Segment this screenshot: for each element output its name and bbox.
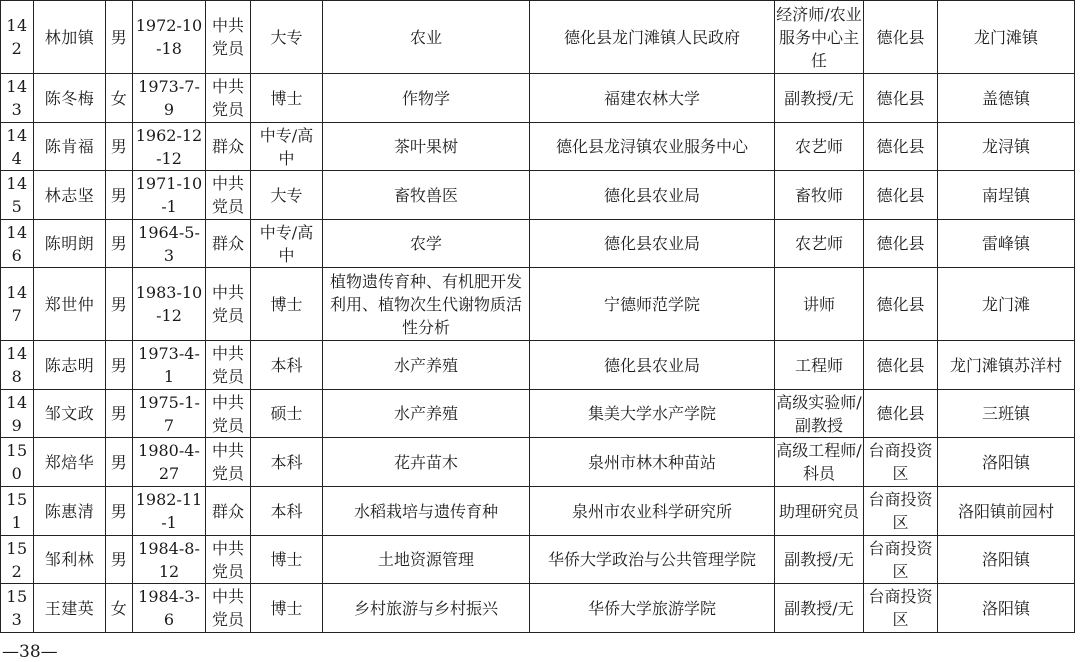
table-row (1, 220, 1075, 268)
political-status-cell: 中共党员 (206, 438, 251, 487)
education-cell: 中专/高中 (251, 220, 323, 268)
service-town-cell: 洛阳镇前园村 (938, 487, 1075, 536)
gender-cell: 男 (106, 123, 133, 171)
specialty-cell: 乡村旅游与乡村振兴 (323, 584, 530, 633)
education-cell: 博士 (251, 268, 323, 341)
birth-date-cell: 1984-3-6 (133, 584, 206, 633)
political-status-cell: 中共党员 (206, 536, 251, 584)
name-cell: 王建英 (34, 584, 106, 633)
table-row (1, 1, 1075, 74)
job-title-cell: 副教授/无 (775, 74, 864, 123)
political-status-cell: 中共党员 (206, 268, 251, 341)
table-row (1, 123, 1075, 171)
row-number-cell: 150 (1, 438, 34, 487)
birth-date-cell: 1982-11-1 (133, 487, 206, 536)
birth-date-cell: 1972-10-18 (133, 1, 206, 74)
employer-cell: 德化县农业局 (530, 220, 775, 268)
county-cell: 德化县 (864, 220, 938, 268)
specialty-cell: 水产养殖 (323, 341, 530, 390)
county-cell: 德化县 (864, 171, 938, 220)
job-title-cell: 讲师 (775, 268, 864, 341)
row-number-cell: 147 (1, 268, 34, 341)
row-number-cell: 143 (1, 74, 34, 123)
name-cell: 陈肯福 (34, 123, 106, 171)
employer-cell: 泉州市农业科学研究所 (530, 487, 775, 536)
employer-cell: 泉州市林木种苗站 (530, 438, 775, 487)
specialty-cell: 花卉苗木 (323, 438, 530, 487)
birth-date-cell: 1983-10-12 (133, 268, 206, 341)
employer-cell: 华侨大学旅游学院 (530, 584, 775, 633)
political-status-cell: 中共党员 (206, 341, 251, 390)
service-town-cell: 三班镇 (938, 390, 1075, 438)
table-row (1, 390, 1075, 438)
employer-cell: 福建农林大学 (530, 74, 775, 123)
education-cell: 大专 (251, 171, 323, 220)
roster-body (1, 1, 1075, 633)
gender-cell: 男 (106, 341, 133, 390)
row-number-cell: 153 (1, 584, 34, 633)
table-row (1, 171, 1075, 220)
name-cell: 郑焙华 (34, 438, 106, 487)
name-cell: 陈明朗 (34, 220, 106, 268)
service-town-cell: 龙浔镇 (938, 123, 1075, 171)
employer-cell: 德化县农业局 (530, 341, 775, 390)
job-title-cell: 副教授/无 (775, 536, 864, 584)
political-status-cell: 中共党员 (206, 1, 251, 74)
gender-cell: 男 (106, 268, 133, 341)
education-cell: 博士 (251, 74, 323, 123)
table-row (1, 584, 1075, 633)
birth-date-cell: 1984-8-12 (133, 536, 206, 584)
political-status-cell: 群众 (206, 220, 251, 268)
gender-cell: 女 (106, 584, 133, 633)
name-cell: 陈冬梅 (34, 74, 106, 123)
gender-cell: 男 (106, 438, 133, 487)
county-cell: 台商投资区 (864, 584, 938, 633)
gender-cell: 女 (106, 74, 133, 123)
gender-cell: 男 (106, 1, 133, 74)
row-number-cell: 149 (1, 390, 34, 438)
specialty-cell: 农学 (323, 220, 530, 268)
specialty-cell: 作物学 (323, 74, 530, 123)
name-cell: 邹利林 (34, 536, 106, 584)
birth-date-cell: 1973-4-1 (133, 341, 206, 390)
employer-cell: 德化县龙门滩镇人民政府 (530, 1, 775, 74)
gender-cell: 男 (106, 536, 133, 584)
name-cell: 陈惠清 (34, 487, 106, 536)
job-title-cell: 高级实验师/副教授 (775, 390, 864, 438)
name-cell: 陈志明 (34, 341, 106, 390)
employer-cell: 华侨大学政治与公共管理学院 (530, 536, 775, 584)
education-cell: 博士 (251, 536, 323, 584)
political-status-cell: 中共党员 (206, 171, 251, 220)
specialty-cell: 畜牧兽医 (323, 171, 530, 220)
service-town-cell: 雷峰镇 (938, 220, 1075, 268)
specialty-cell: 土地资源管理 (323, 536, 530, 584)
birth-date-cell: 1971-10-1 (133, 171, 206, 220)
row-number-cell: 144 (1, 123, 34, 171)
name-cell: 林志坚 (34, 171, 106, 220)
row-number-cell: 152 (1, 536, 34, 584)
political-status-cell: 群众 (206, 123, 251, 171)
birth-date-cell: 1962-12-12 (133, 123, 206, 171)
job-title-cell: 农艺师 (775, 123, 864, 171)
job-title-cell: 经济师/农业服务中心主任 (775, 1, 864, 74)
employer-cell: 集美大学水产学院 (530, 390, 775, 438)
specialty-cell: 水产养殖 (323, 390, 530, 438)
service-town-cell: 龙门滩 (938, 268, 1075, 341)
service-town-cell: 南埕镇 (938, 171, 1075, 220)
education-cell: 中专/高中 (251, 123, 323, 171)
education-cell: 本科 (251, 341, 323, 390)
specialty-cell: 植物遗传育种、有机肥开发利用、植物次生代谢物质活性分析 (323, 268, 530, 341)
job-title-cell: 助理研究员 (775, 487, 864, 536)
education-cell: 博士 (251, 584, 323, 633)
employer-cell: 德化县龙浔镇农业服务中心 (530, 123, 775, 171)
table-row (1, 268, 1075, 341)
county-cell: 台商投资区 (864, 536, 938, 584)
education-cell: 大专 (251, 1, 323, 74)
service-town-cell: 龙门滩镇苏洋村 (938, 341, 1075, 390)
political-status-cell: 群众 (206, 487, 251, 536)
employer-cell: 宁德师范学院 (530, 268, 775, 341)
job-title-cell: 副教授/无 (775, 584, 864, 633)
political-status-cell: 中共党员 (206, 390, 251, 438)
county-cell: 德化县 (864, 1, 938, 74)
birth-date-cell: 1980-4-27 (133, 438, 206, 487)
row-number-cell: 142 (1, 1, 34, 74)
table-row (1, 341, 1075, 390)
table-row (1, 536, 1075, 584)
county-cell: 德化县 (864, 74, 938, 123)
row-number-cell: 151 (1, 487, 34, 536)
education-cell: 本科 (251, 438, 323, 487)
gender-cell: 男 (106, 487, 133, 536)
name-cell: 郑世仲 (34, 268, 106, 341)
gender-cell: 男 (106, 220, 133, 268)
county-cell: 德化县 (864, 268, 938, 341)
job-title-cell: 畜牧师 (775, 171, 864, 220)
county-cell: 台商投资区 (864, 438, 938, 487)
name-cell: 林加镇 (34, 1, 106, 74)
education-cell: 硕士 (251, 390, 323, 438)
county-cell: 德化县 (864, 390, 938, 438)
table-row (1, 74, 1075, 123)
row-number-cell: 145 (1, 171, 34, 220)
table-row (1, 487, 1075, 536)
county-cell: 德化县 (864, 341, 938, 390)
service-town-cell: 洛阳镇 (938, 584, 1075, 633)
gender-cell: 男 (106, 390, 133, 438)
row-number-cell: 148 (1, 341, 34, 390)
gender-cell: 男 (106, 171, 133, 220)
job-title-cell: 工程师 (775, 341, 864, 390)
specialty-cell: 茶叶果树 (323, 123, 530, 171)
job-title-cell: 农艺师 (775, 220, 864, 268)
service-town-cell: 盖德镇 (938, 74, 1075, 123)
county-cell: 台商投资区 (864, 487, 938, 536)
county-cell: 德化县 (864, 123, 938, 171)
row-number-cell: 146 (1, 220, 34, 268)
specialty-cell: 水稻栽培与遗传育种 (323, 487, 530, 536)
education-cell: 本科 (251, 487, 323, 536)
employer-cell: 德化县农业局 (530, 171, 775, 220)
job-title-cell: 高级工程师/科员 (775, 438, 864, 487)
birth-date-cell: 1973-7-9 (133, 74, 206, 123)
political-status-cell: 中共党员 (206, 584, 251, 633)
service-town-cell: 龙门滩镇 (938, 1, 1075, 74)
service-town-cell: 洛阳镇 (938, 536, 1075, 584)
birth-date-cell: 1964-5-3 (133, 220, 206, 268)
service-town-cell: 洛阳镇 (938, 438, 1075, 487)
political-status-cell: 中共党员 (206, 74, 251, 123)
name-cell: 邹文政 (34, 390, 106, 438)
birth-date-cell: 1975-1-7 (133, 390, 206, 438)
page-number: —38— (2, 642, 58, 662)
table-row (1, 438, 1075, 487)
specialty-cell: 农业 (323, 1, 530, 74)
